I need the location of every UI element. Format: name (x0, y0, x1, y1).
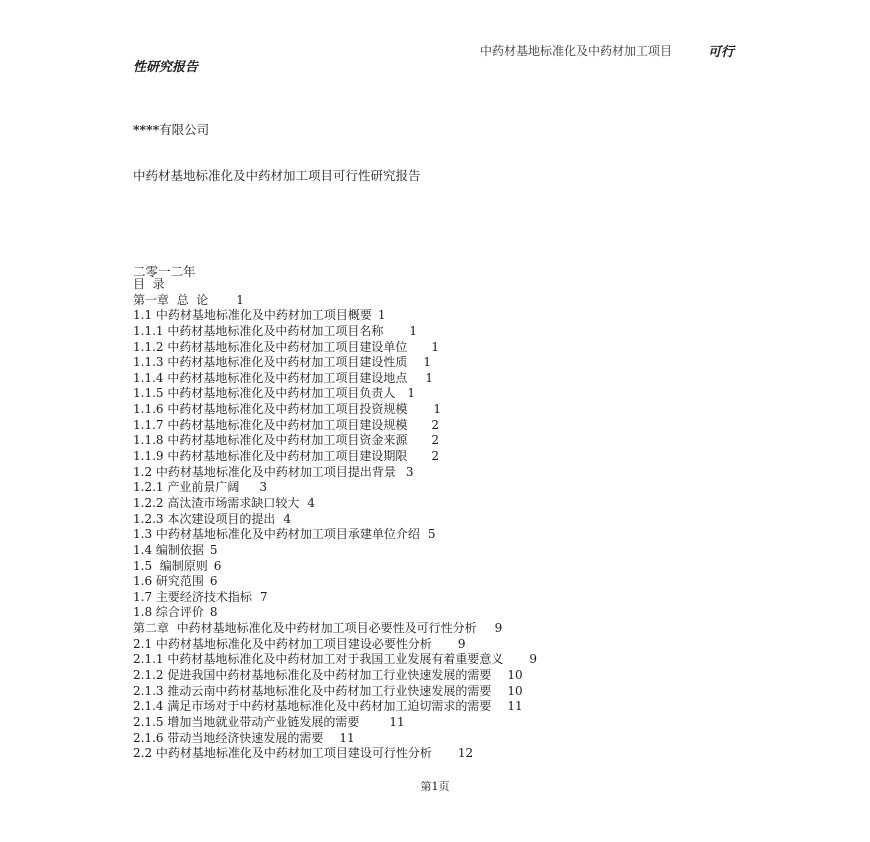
toc-entry-page: 12 (457, 746, 474, 761)
toc-entry[interactable] (133, 418, 537, 434)
toc-entry[interactable] (133, 543, 537, 559)
toc-entry-page: 8 (209, 605, 218, 620)
toc-entry-text: 2.1.5 增加当地就业带动产业链发展的需要 (133, 714, 360, 729)
toc-entry-text: 1.1 中药材基地标准化及中药材加工项目概要 (133, 308, 372, 323)
toc-entry-text: 2.2 中药材基地标准化及中药材加工项目建设可行性分析 (133, 746, 432, 761)
toc-entry-text: 1.1.9 中药材基地标准化及中药材加工项目建设期限 (133, 449, 408, 464)
toc-entry[interactable] (133, 715, 537, 731)
toc-entry-page: 1 (409, 323, 417, 338)
toc-entry-page: 2 (431, 417, 439, 432)
toc-entry[interactable] (133, 480, 537, 496)
toc-entry-text: 第一章 总 论 (133, 292, 209, 307)
toc-entry-text: 1.2 中药材基地标准化及中药材加工项目提出背景 (133, 464, 396, 479)
toc-entry[interactable] (133, 433, 537, 449)
toc-entry-page: 7 (259, 589, 268, 604)
toc-entry-text: 1.3 中药材基地标准化及中药材加工项目承建单位介绍 (133, 527, 420, 542)
toc-entry-page: 11 (339, 730, 355, 745)
toc-entry[interactable] (133, 293, 537, 309)
document-year: 二零一二年 (133, 264, 196, 279)
toc-entry-page: 1 (431, 339, 439, 354)
toc-entry-page: 9 (457, 636, 466, 651)
toc-entry-text: 1.1.4 中药材基地标准化及中药材加工项目建设地点 (133, 370, 408, 385)
toc-entry-text: 1.4 编制依据 (133, 542, 204, 557)
toc-entry[interactable] (133, 652, 537, 668)
toc-entry[interactable] (133, 527, 537, 543)
toc-entry-page: 2 (431, 433, 439, 448)
toc-entry-page: 1 (425, 370, 433, 385)
toc-entry[interactable] (133, 371, 537, 387)
toc-entry-text: 1.6 研究范围 (133, 574, 204, 589)
toc-entry[interactable] (133, 449, 537, 465)
toc-entry[interactable] (133, 559, 537, 575)
toc-entry-text: 1.1.8 中药材基地标准化及中药材加工项目资金来源 (133, 433, 408, 448)
toc-entry-page: 6 (209, 574, 218, 589)
toc-entry-text: 1.1.7 中药材基地标准化及中药材加工项目建设规模 (133, 417, 408, 432)
toc-entry-text: 1.2.1 产业前景广阔 (133, 480, 240, 495)
toc-entry[interactable] (133, 746, 537, 762)
toc-entry-text: 1.1.1 中药材基地标准化及中药材加工项目名称 (133, 323, 384, 338)
toc-entry-text: 1.2.2 高汰渣市场需求缺口较大 (133, 495, 300, 510)
company-name (133, 120, 209, 138)
toc-entry-text: 1.2.3 本次建设项目的提出 (133, 511, 276, 526)
toc-entry-text: 1.7 主要经济技术指标 (133, 589, 252, 604)
toc-entry[interactable] (133, 465, 537, 481)
toc-entry-text: 1.5 编制原则 (133, 558, 208, 573)
toc-entry-text: 2.1.4 满足市场对于中药材基地标准化及中药材加工迫切需求的需要 (133, 699, 492, 714)
company-name-text: 有限公司 (159, 122, 210, 137)
toc-entry-page: 11 (507, 699, 523, 714)
toc-entry-page: 2 (431, 449, 439, 464)
toc-entry[interactable] (133, 590, 537, 606)
table-of-contents (133, 277, 537, 762)
toc-entry-page: 5 (209, 542, 218, 557)
running-header-title: 中药材基地标准化及中药材加工项目 (480, 44, 673, 58)
toc-entry-page: 1 (236, 292, 244, 307)
toc-entry-text: 2.1 中药材基地标准化及中药材加工项目建设必要性分析 (133, 636, 432, 651)
toc-entry-page: 4 (283, 511, 291, 526)
toc-entry[interactable] (133, 340, 537, 356)
toc-entry-text: 1.1.2 中药材基地标准化及中药材加工项目建设单位 (133, 339, 408, 354)
toc-entry[interactable] (133, 699, 537, 715)
toc-entry-page: 9 (494, 621, 503, 636)
toc-entry-text: 1.1.5 中药材基地标准化及中药材加工项目负责人 (133, 386, 396, 401)
toc-entry[interactable] (133, 496, 537, 512)
toc-entry-page: 1 (377, 308, 386, 323)
toc-entry-page: 10 (507, 683, 523, 698)
toc-entry[interactable] (133, 637, 537, 653)
toc-entry[interactable] (133, 324, 537, 340)
toc-entry[interactable] (133, 574, 537, 590)
toc-entry-text: 1.1.3 中药材基地标准化及中药材加工项目建设性质 (133, 355, 408, 370)
toc-entry[interactable] (133, 308, 537, 324)
toc-entry-page: 1 (433, 402, 441, 417)
toc-entry[interactable] (133, 512, 537, 528)
toc-entry-page: 10 (507, 668, 523, 683)
toc-entry[interactable] (133, 355, 537, 371)
running-header-continuation: 性研究报告 (133, 60, 199, 75)
page-number: 第1页 (420, 780, 450, 793)
toc-entry[interactable] (133, 605, 537, 621)
toc-entry[interactable] (133, 684, 537, 700)
toc-heading: 目 录 (133, 277, 165, 291)
toc-entry[interactable] (133, 402, 537, 418)
running-header-emphasis: 可行 (708, 45, 735, 60)
toc-entry-page: 11 (389, 714, 405, 729)
toc-entry-page: 3 (405, 464, 414, 479)
toc-entry-text: 1.8 综合评价 (133, 605, 204, 620)
toc-entry[interactable] (133, 668, 537, 684)
toc-entry-page: 5 (427, 527, 436, 542)
toc-entry-page: 9 (529, 652, 537, 667)
toc-entry-text: 第二章 中药材基地标准化及中药材加工项目必要性及可行性分析 (133, 621, 477, 636)
toc-entry-page: 1 (407, 386, 415, 401)
toc-entry-page: 4 (307, 495, 315, 510)
toc-entry[interactable] (133, 386, 537, 402)
toc-entry-text: 2.1.2 促进我国中药材基地标准化及中药材加工行业快速发展的需要 (133, 668, 492, 683)
toc-entry-page: 3 (259, 480, 267, 495)
toc-entry-text: 2.1.6 带动当地经济快速发展的需要 (133, 730, 324, 745)
toc-entry-text: 2.1.3 推动云南中药材基地标准化及中药材加工行业快速发展的需要 (133, 683, 492, 698)
toc-entry-page: 1 (423, 355, 431, 370)
toc-entry[interactable] (133, 621, 537, 637)
toc-entry-text: 1.1.6 中药材基地标准化及中药材加工项目投资规模 (133, 402, 408, 417)
toc-entry[interactable] (133, 731, 537, 747)
toc-entry-page: 6 (213, 558, 222, 573)
company-name-stars: **** (133, 122, 160, 137)
document-title: 中药材基地标准化及中药材加工项目可行性研究报告 (133, 168, 421, 183)
toc-entry-text: 2.1.1 中药材基地标准化及中药材加工对于我国工业发展有着重要意义 (133, 652, 504, 667)
